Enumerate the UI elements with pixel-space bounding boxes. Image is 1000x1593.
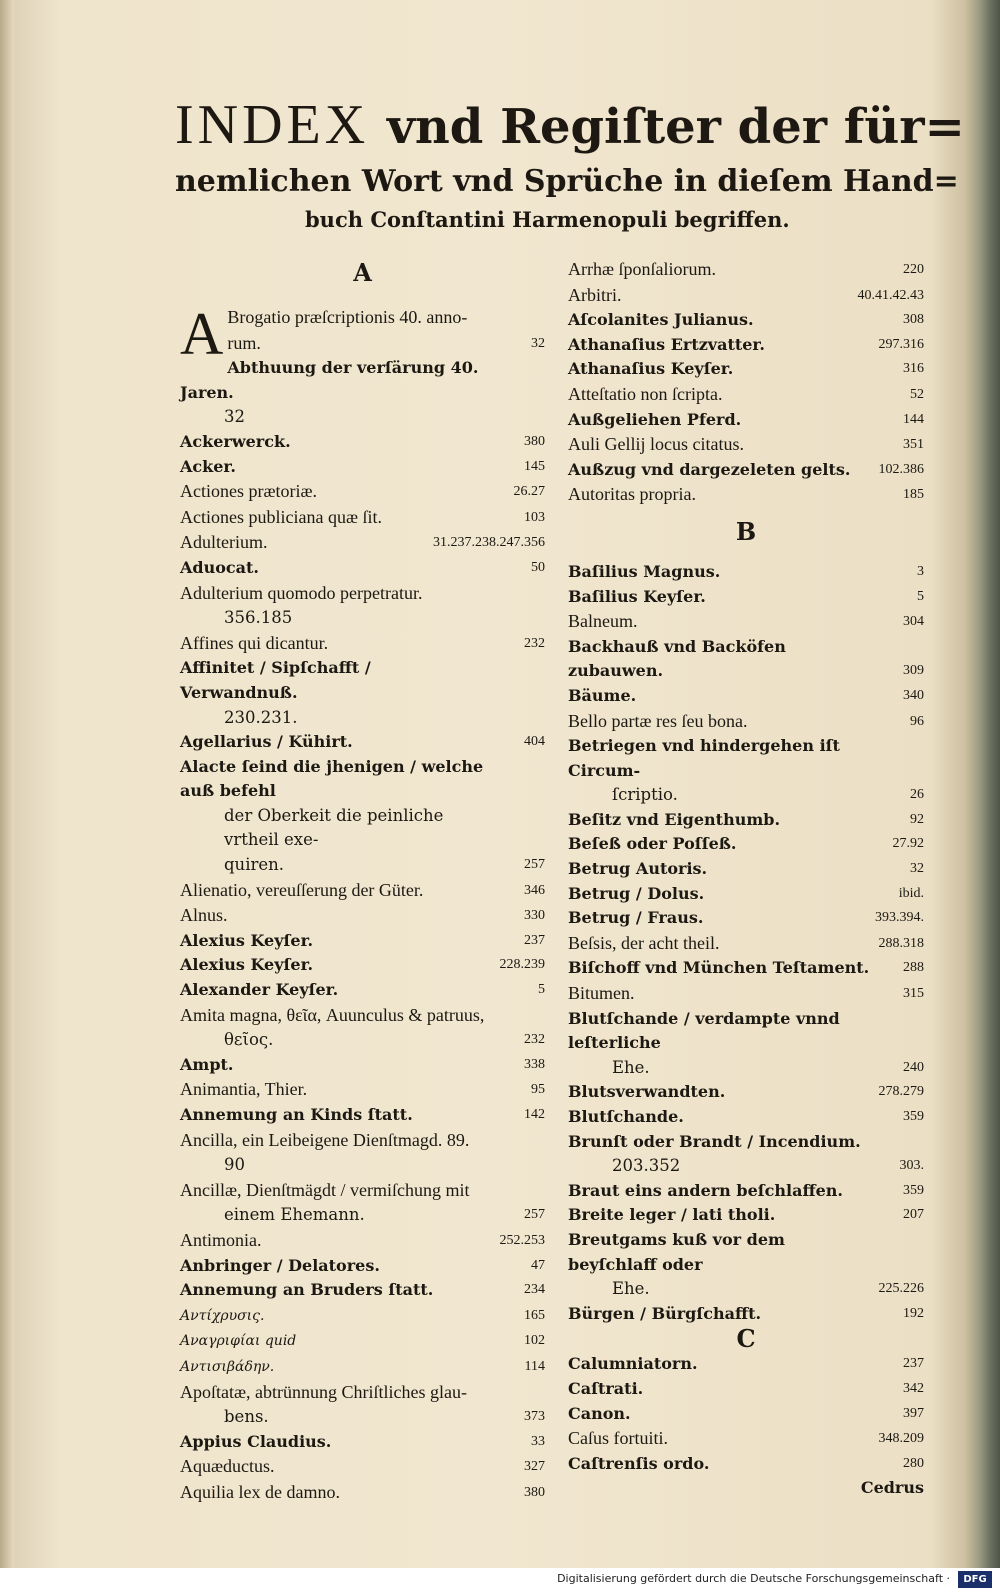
entry-term-continuation: quiren. — [224, 855, 284, 875]
right-entry-list-c — [568, 1352, 924, 1476]
index-entry — [180, 1228, 545, 1254]
entry-page: 232 — [524, 1032, 545, 1048]
entry-page: 327 — [524, 1459, 545, 1475]
entry-page: 330 — [524, 908, 545, 924]
entry-page: 47 — [531, 1257, 545, 1273]
entry-term-continuation: rum. — [227, 332, 261, 353]
index-entry — [180, 953, 545, 978]
entry-term: Beſeß oder Poſſeß. — [568, 834, 737, 854]
index-entry — [180, 878, 545, 904]
right-entry-list-a — [568, 257, 924, 508]
index-entry — [568, 1377, 924, 1402]
entry-term-continuation: bens. — [224, 1407, 269, 1427]
entry-term: Betrug Autoris. — [568, 859, 708, 879]
entry-page: 315 — [903, 986, 924, 1002]
entry-page: 52 — [910, 386, 924, 402]
index-entry — [568, 709, 924, 735]
entry-page: 192 — [903, 1305, 924, 1321]
entry-page: 3 — [917, 563, 924, 579]
index-entry — [568, 257, 924, 283]
index-entry — [568, 333, 924, 358]
entry-page: 142 — [524, 1107, 545, 1122]
entry-page: 240 — [903, 1059, 924, 1075]
title-line-1-rest: vnd Regiſter der für= — [387, 99, 965, 155]
entry-term-continuation: 356.185 — [224, 608, 293, 628]
index-entry — [568, 1302, 924, 1327]
entry-term: Balneum. — [568, 611, 638, 632]
index-entry — [568, 609, 924, 635]
index-entry — [568, 931, 924, 957]
entry-term: Außzug vnd dargezeleten gelts. — [568, 459, 851, 479]
index-entry — [180, 656, 545, 730]
entry-term-continuation: Ehe. — [612, 1279, 650, 1299]
index-entry — [568, 906, 924, 931]
index-entry — [568, 1105, 924, 1130]
index-entry — [568, 482, 924, 508]
index-entry — [180, 1128, 545, 1178]
index-entry — [568, 832, 924, 857]
entry-term: Aquilia lex de damno. — [180, 1481, 340, 1502]
section-heading-a: A — [353, 258, 372, 287]
digitization-footer — [0, 1568, 1000, 1593]
index-entry — [568, 635, 924, 684]
title-index-word: INDEX — [175, 94, 370, 156]
index-entry — [568, 432, 924, 458]
index-entry — [568, 308, 924, 333]
title-line-1 — [175, 88, 965, 164]
entry-term: Blutsverwandten. — [568, 1082, 726, 1102]
entry-page: 114 — [524, 1358, 545, 1374]
entry-term: Agellarius / Kühirt. — [180, 732, 353, 752]
entry-page: 27.92 — [892, 836, 924, 852]
entry-page: 225.226 — [878, 1281, 924, 1297]
entry-page: 288 — [903, 960, 924, 976]
entry-term-continuation: θεῖος. — [224, 1030, 274, 1050]
index-entry — [180, 1254, 545, 1279]
entry-page: 145 — [524, 458, 545, 474]
entry-term: Anbringer / Delatores. — [180, 1255, 380, 1275]
entry-term-continuation: Ehe. — [612, 1057, 650, 1077]
index-entry — [568, 1080, 924, 1105]
entry-term: Autoritas propria. — [568, 484, 696, 505]
index-entry — [180, 631, 545, 657]
entry-page: 404 — [524, 734, 545, 750]
index-entry — [568, 808, 924, 833]
entry-page: 346 — [524, 882, 545, 898]
entry-page: 33 — [531, 1433, 545, 1449]
entry-page: 185 — [903, 487, 924, 503]
index-entry — [180, 530, 545, 556]
index-entry — [568, 1402, 924, 1427]
index-entry — [568, 1426, 924, 1452]
entry-term: Annemung an Kinds ſtatt. — [180, 1105, 413, 1124]
entry-term: Baſilius Magnus. — [568, 561, 721, 581]
index-entry — [568, 1452, 924, 1477]
entry-page: 102 — [524, 1333, 545, 1349]
entry-page: 237 — [524, 932, 545, 948]
page-left-edge — [0, 0, 14, 1568]
entry-page: ibid. — [898, 885, 924, 901]
section-heading-b: B — [735, 516, 757, 546]
index-entry-first — [180, 301, 545, 367]
footer-credit-text: Digitalisierung gefördert durch die Deutsche Forschungsgemeinschaft · — [557, 1572, 950, 1585]
entry-page: 50 — [531, 559, 545, 575]
entry-term: Atteſtatio non ſcripta. — [568, 383, 723, 404]
dfg-logo[interactable]: DFG — [958, 1571, 992, 1588]
entry-term: Arrhæ ſponſaliorum. — [568, 259, 716, 279]
index-entry — [568, 981, 924, 1007]
index-entry — [568, 1179, 924, 1204]
entry-page: 393.394. — [875, 910, 924, 926]
index-entry — [180, 455, 545, 480]
entry-term: Außgeliehen Pferd. — [568, 409, 742, 429]
index-entry — [568, 956, 924, 981]
entry-term: Bitumen. — [568, 983, 635, 1004]
entry-term: Beſitz vnd Eigenthumb. — [568, 809, 781, 829]
entry-page: 252.253 — [499, 1232, 545, 1248]
entry-page: 103 — [524, 509, 545, 525]
entry-page: 144 — [903, 411, 924, 427]
entry-term: Betrug / Fraus. — [568, 908, 704, 928]
entry-page: 304 — [903, 614, 924, 630]
entry-term: Aduocat. — [180, 557, 259, 577]
entry-term: Athanaſius Keyſer. — [568, 359, 734, 379]
index-entry — [568, 560, 924, 585]
entry-term: Affines qui dicantur. — [180, 632, 329, 653]
entry-term: Bello partæ res ſeu bona. — [568, 710, 748, 731]
entry-page: 96 — [910, 713, 924, 729]
entry-term: Blutſchande. — [568, 1107, 684, 1126]
entry-term: Athanaſius Ertzvatter. — [568, 334, 765, 354]
entry-term: Affinitet / Sipſchafft / Verwandnuß. — [180, 658, 371, 702]
section-heading-c: C — [736, 1324, 756, 1354]
entry-page: 373 — [524, 1409, 545, 1425]
entry-term-continuation: 230.231. — [224, 707, 298, 727]
entry-term: Arbitri. — [568, 284, 622, 305]
entry-term-continuation: der Oberkeit die peinliche vrtheil exe- — [224, 805, 444, 850]
entry-page: 303. — [899, 1158, 924, 1174]
entry-term: Aquæductus. — [180, 1456, 275, 1477]
index-entry — [568, 1007, 924, 1081]
entry-page: 278.279 — [878, 1084, 924, 1100]
entry-page: 342 — [903, 1380, 924, 1396]
entry-page: 207 — [903, 1207, 924, 1223]
index-entry — [568, 458, 924, 483]
entry-term: Amita magna, θεῖα, Auunculus & patruus, — [180, 1004, 485, 1025]
entry-term: Caſus fortuiti. — [568, 1428, 668, 1449]
index-entry — [180, 1053, 545, 1078]
entry-term: Appius Claudius. — [180, 1431, 332, 1451]
entry-page: 288.318 — [878, 935, 924, 951]
entry-term: Αναγριφίαι quid — [180, 1333, 297, 1350]
entry-term: Acker. — [180, 456, 236, 476]
entry-term: Brunſt oder Brandt / Incendium. — [568, 1131, 861, 1151]
entry-page: 26 — [910, 787, 924, 803]
index-entry — [180, 1380, 545, 1430]
entry-page: 31.237.238.247.356 — [433, 535, 545, 551]
entry-page: 32 — [910, 861, 924, 877]
entry-page: 228.239 — [499, 957, 545, 973]
entry-term: Alexander Keyſer. — [180, 980, 339, 1000]
index-entry — [180, 1077, 545, 1103]
index-entry — [180, 730, 545, 755]
entry-page: 359 — [903, 1109, 924, 1124]
index-entry — [180, 1103, 545, 1128]
entry-page: 26.27 — [513, 484, 545, 500]
index-entry — [568, 1130, 924, 1179]
entry-page: 380 — [524, 1484, 545, 1500]
entry-term: Alexius Keyſer. — [180, 955, 314, 975]
entry-term: Bäume. — [568, 685, 637, 705]
entry-term: Αντισιβάδην. — [180, 1358, 275, 1375]
entry-term: Apoſtatæ, abtrünnung Chriſtliches glau- — [180, 1381, 467, 1402]
entry-term: Brogatio præſcriptionis 40. anno- — [227, 307, 468, 327]
entry-term: Canon. — [568, 1403, 631, 1423]
entry-term-continuation: 32 — [224, 407, 245, 427]
index-entry — [568, 283, 924, 309]
right-entry-list-b — [568, 560, 924, 1326]
index-entry — [180, 479, 545, 505]
entry-term: Backhauß vnd Backöfen zubauwen. — [568, 636, 786, 681]
index-entry — [180, 505, 545, 531]
index-entry — [568, 1352, 924, 1377]
entry-term-continuation: 90 — [224, 1155, 245, 1175]
index-entry — [180, 903, 545, 929]
entry-page: 95 — [531, 1082, 545, 1098]
entry-page: 351 — [903, 437, 924, 453]
entry-term-continuation: 203.352 — [612, 1156, 681, 1176]
entry-page: 32 — [531, 335, 545, 351]
entry-page: 316 — [903, 361, 924, 377]
entry-term: Breite leger / lati tholi. — [568, 1205, 776, 1225]
entry-page: 340 — [903, 687, 924, 703]
index-entry — [180, 1178, 545, 1228]
index-entry — [180, 1328, 545, 1354]
entry-page: 102.386 — [878, 461, 924, 477]
entry-term: Αντίχρυσις. — [180, 1307, 265, 1324]
entry-term: Auli Gellij locus citatus. — [568, 434, 744, 455]
index-entry — [568, 357, 924, 382]
entry-page: 308 — [903, 312, 924, 328]
entry-page: 165 — [524, 1307, 545, 1323]
index-entry — [568, 382, 924, 408]
entry-term: Antimonia. — [180, 1229, 262, 1250]
index-entry — [568, 882, 924, 907]
entry-page: 237 — [903, 1356, 924, 1372]
entry-term: Abthuung der verſärung 40. Jaren. — [180, 358, 479, 402]
entry-term: Biſchoff vnd München Teſtament. — [568, 958, 870, 978]
entry-term: Ackerwerck. — [180, 431, 291, 451]
index-entry — [180, 1003, 545, 1053]
drop-cap-letter: A — [180, 301, 224, 367]
entry-term: Blutſchande / verdampte vnnd leſterliche — [568, 1008, 840, 1053]
title-line-2: nemlichen Wort vnd Sprüche in dieſem Hand= — [175, 164, 959, 199]
entry-term: Beſsis, der acht theil. — [568, 932, 720, 953]
entry-page: 5 — [917, 588, 924, 604]
index-title — [175, 88, 965, 236]
entry-term: Calumniatorn. — [568, 1354, 698, 1374]
index-entry — [180, 929, 545, 954]
entry-term: Baſilius Keyſer. — [568, 586, 706, 606]
index-entry — [180, 356, 545, 430]
right-column — [568, 257, 924, 1500]
title-line-3: buch Conſtantini Harmenopuli begriffen. — [305, 207, 790, 232]
index-entry — [180, 1278, 545, 1303]
entry-term-continuation: ſcriptio. — [612, 785, 678, 805]
index-entry — [180, 1480, 545, 1506]
left-entry-list — [180, 356, 545, 1505]
entry-term: Alacte ſeind die jhenigen / welche auß befehl — [180, 756, 484, 801]
catchword: Cedrus — [860, 1478, 924, 1498]
entry-term-continuation: einem Ehemann. — [224, 1205, 365, 1225]
entry-term: Betrug / Dolus. — [568, 883, 705, 903]
entry-page: 232 — [524, 635, 545, 651]
index-entry — [180, 1454, 545, 1480]
entry-term: Actiones prætoriæ. — [180, 481, 317, 502]
entry-page: 257 — [524, 1207, 545, 1223]
entry-term: Ancilla, ein Leibeigene Dienſtmagd. 89. — [180, 1129, 470, 1150]
index-entry — [568, 734, 924, 808]
index-entry — [180, 1354, 545, 1380]
index-entry — [180, 755, 545, 878]
entry-term: Annemung an Bruders ſtatt. — [180, 1280, 434, 1300]
entry-term: Braut eins andern beſchlaffen. — [568, 1180, 843, 1200]
entry-page: 309 — [903, 663, 924, 679]
index-entry — [568, 684, 924, 709]
entry-term: Alienatio, vereuſſerung der Güter. — [180, 879, 424, 900]
book-binding — [966, 0, 1000, 1568]
index-entry — [180, 1303, 545, 1329]
entry-term: Bürgen / Bürgſchafft. — [568, 1303, 762, 1323]
entry-page: 40.41.42.43 — [857, 287, 924, 303]
index-entry — [180, 556, 545, 581]
entry-term: Breutgams kuß vor dem beyſchlaff oder — [568, 1229, 785, 1274]
entry-page: 380 — [524, 433, 545, 449]
entry-term: Adulterium. — [180, 532, 268, 553]
entry-term: Adulterium quomodo perpetratur. — [180, 582, 423, 603]
entry-term: Caſtrenſis ordo. — [568, 1453, 710, 1473]
entry-page: 348.209 — [878, 1431, 924, 1447]
entry-term: Alnus. — [180, 905, 228, 926]
entry-term: Animantia, Thier. — [180, 1079, 308, 1100]
index-entry — [180, 978, 545, 1003]
index-entry — [568, 1203, 924, 1228]
index-entry — [568, 585, 924, 610]
entry-page: 397 — [903, 1405, 924, 1421]
index-entry — [568, 857, 924, 882]
entry-page: 280 — [903, 1455, 924, 1471]
index-entry — [568, 1228, 924, 1302]
entry-page: 257 — [524, 857, 545, 873]
index-entry — [568, 408, 924, 433]
entry-term: Caſtrati. — [568, 1378, 644, 1398]
entry-page: 220 — [903, 262, 924, 277]
entry-term: Betriegen vnd hindergehen iſt Circum- — [568, 736, 840, 780]
entry-term: Ampt. — [180, 1054, 234, 1074]
index-entry — [180, 1430, 545, 1455]
entry-page: 338 — [524, 1056, 545, 1072]
entry-term: Alexius Keyſer. — [180, 930, 314, 950]
left-column — [180, 257, 545, 1506]
entry-term: Ancillæ, Dienſtmägdt / vermiſchung mit — [180, 1179, 470, 1200]
entry-term: Actiones publiciana quæ ſit. — [180, 506, 382, 527]
entry-page: 92 — [910, 811, 924, 827]
index-entry — [180, 430, 545, 455]
entry-page: 5 — [538, 982, 545, 998]
entry-page: 234 — [524, 1282, 545, 1298]
entry-term: Aſcolanites Julianus. — [568, 310, 754, 330]
index-entry — [180, 581, 545, 631]
entry-page: 297.316 — [878, 336, 924, 352]
entry-page: 359 — [903, 1182, 924, 1198]
